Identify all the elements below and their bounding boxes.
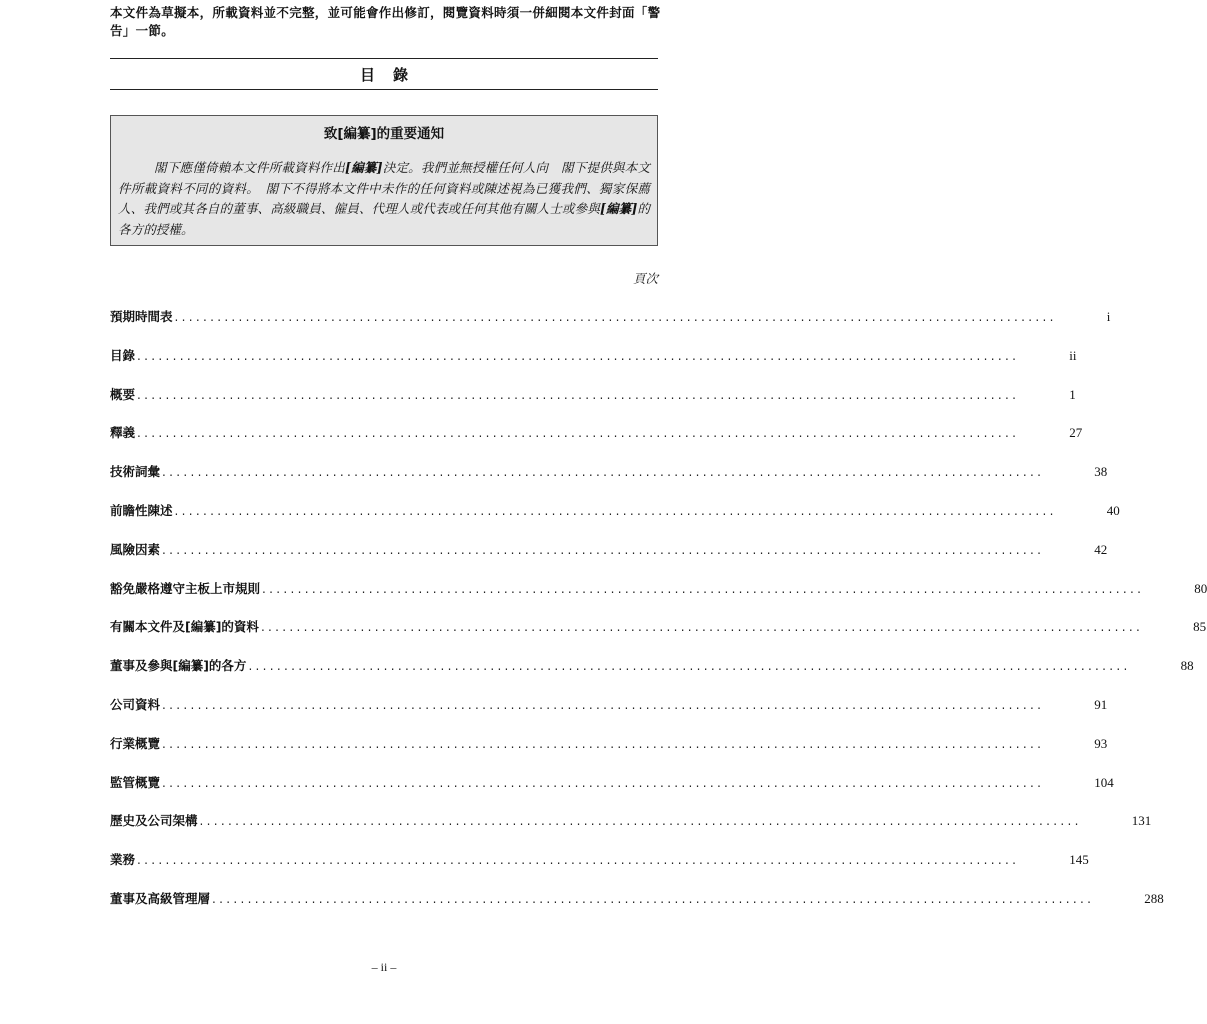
notice-text-3: 的各方的授權。 [118,201,651,237]
toc-entry-title: 公司資料 [110,696,161,712]
toc-entry-page: 104 [1094,774,1114,790]
toc-entry-title: 業務 [110,852,136,868]
toc-entry[interactable] [110,850,1089,889]
toc-entry[interactable] [110,423,1083,462]
draft-notice: 本文件為草擬本，所載資料並不完整，並可能會作出修訂，閱覽資料時須一併細閱本文件封面「警告」一節。 [110,5,661,38]
toc-leader-dots: ............................................................................................................................ [162,542,1045,557]
toc-entry[interactable] [110,656,1194,695]
toc-entry-page: 80 [1194,580,1207,596]
toc-entry[interactable] [110,501,1120,540]
toc-leader-dots: ............................................................................................................................ [137,348,1020,363]
toc-leader-dots: ............................................................................................................................ [248,659,1131,674]
toc-leader-dots: ............................................................................................................................ [174,310,1057,324]
section-title: 目錄 [359,65,426,84]
toc-leader-dots: ............................................................................................................................ [162,697,1045,712]
toc-entry[interactable] [110,617,1207,656]
toc-entry-title: 監管概覽 [110,774,161,790]
toc-leader-dots: ............................................................................................................................ [137,387,1020,402]
toc-entry-title: 釋義 [110,425,136,441]
toc-leader-dots: ............................................................................................................................ [137,426,1020,441]
toc-leader-dots: ............................................................................................................................ [260,620,1144,635]
toc-entry-title: 技術詞彙 [110,464,161,480]
notice-redacted-1: [編纂] [345,160,383,175]
toc-entry[interactable] [110,307,1111,346]
toc-entry-page: 1 [1069,386,1076,402]
toc-entry-page: ii [1069,347,1077,363]
toc-leader-dots: ............................................................................................................................ [199,814,1082,829]
toc-leader-dots: ............................................................................................................................ [262,581,1145,596]
toc-entry-page: 38 [1094,464,1108,480]
notice-body [118,158,650,240]
toc-entry-page: 93 [1094,735,1108,751]
toc-entry-title: 概要 [110,386,136,402]
toc-entry-page: 40 [1106,502,1120,518]
notice-title: 致[編纂]的重要通知 [323,126,445,142]
toc-entry[interactable] [110,889,1164,928]
toc-entry-page: 145 [1069,852,1089,868]
toc-entry-page: 88 [1180,658,1194,674]
toc-entry-title: 豁免嚴格遵守主板上市規則 [110,580,261,596]
notice-text-1: 閣下應僅倚賴本文件所載資料作出 [154,160,346,175]
toc-entry-page: 288 [1144,890,1164,906]
toc-entry-title: 董事及高級管理層 [110,890,211,906]
toc-entry-page: 27 [1069,425,1083,441]
toc-entry-title: 前瞻性陳述 [110,502,173,518]
toc-leader-dots: ............................................................................................................................ [162,736,1045,751]
toc-entry-page: 85 [1193,619,1207,635]
toc-entry-title: 預期時間表 [110,309,173,324]
toc-entry[interactable] [110,734,1108,773]
section-title-band [110,58,658,90]
toc-leader-dots: ............................................................................................................................ [162,465,1045,480]
toc-leader-dots: ............................................................................................................................ [137,853,1020,868]
toc-entry[interactable] [110,811,1152,850]
notice-redacted-2: [編纂] [599,201,638,216]
page-column-label: 頁次 [632,271,658,286]
toc-entry-title: 歷史及公司架構 [110,813,198,829]
toc-entry-title: 董事及參與[編纂]的各方 [110,658,247,674]
page-number: – ii – [371,960,397,974]
toc-entry[interactable] [110,540,1108,579]
toc-entry[interactable] [110,773,1114,812]
toc-entry-title: 有關本文件及[編纂]的資料 [110,619,259,635]
toc-leader-dots: ............................................................................................................................ [174,503,1057,518]
important-notice-box [110,115,658,246]
toc-entry-page: 131 [1131,813,1152,829]
toc-entry-title: 行業概覽 [110,735,161,751]
toc-entry[interactable] [110,385,1076,424]
toc-entry-title: 風險因素 [110,541,161,557]
toc-entry[interactable] [110,462,1108,501]
toc-leader-dots: ............................................................................................................................ [212,891,1095,906]
notice-text-2: 決定。我們並無授權任何人向 閣下提供與本文件所載資料不同的資料。 閣下不得將本文件中未作的任何資料或陳述視為已獲我們、獨家保薦人、我們或其各自的董事、高級職員、僱員、代理人或代表或任何其他有關人士或參與 [118,160,651,216]
toc-entry[interactable] [110,346,1077,385]
toc-entry-title: 目錄 [110,347,136,363]
toc-leader-dots: ............................................................................................................................ [162,775,1045,790]
toc-entry-page: i [1106,309,1111,324]
table-of-contents [110,307,1207,928]
toc-entry[interactable] [110,579,1207,618]
toc-entry[interactable] [110,695,1108,734]
toc-entry-page: 91 [1094,696,1108,712]
toc-entry-page: 42 [1094,541,1108,557]
